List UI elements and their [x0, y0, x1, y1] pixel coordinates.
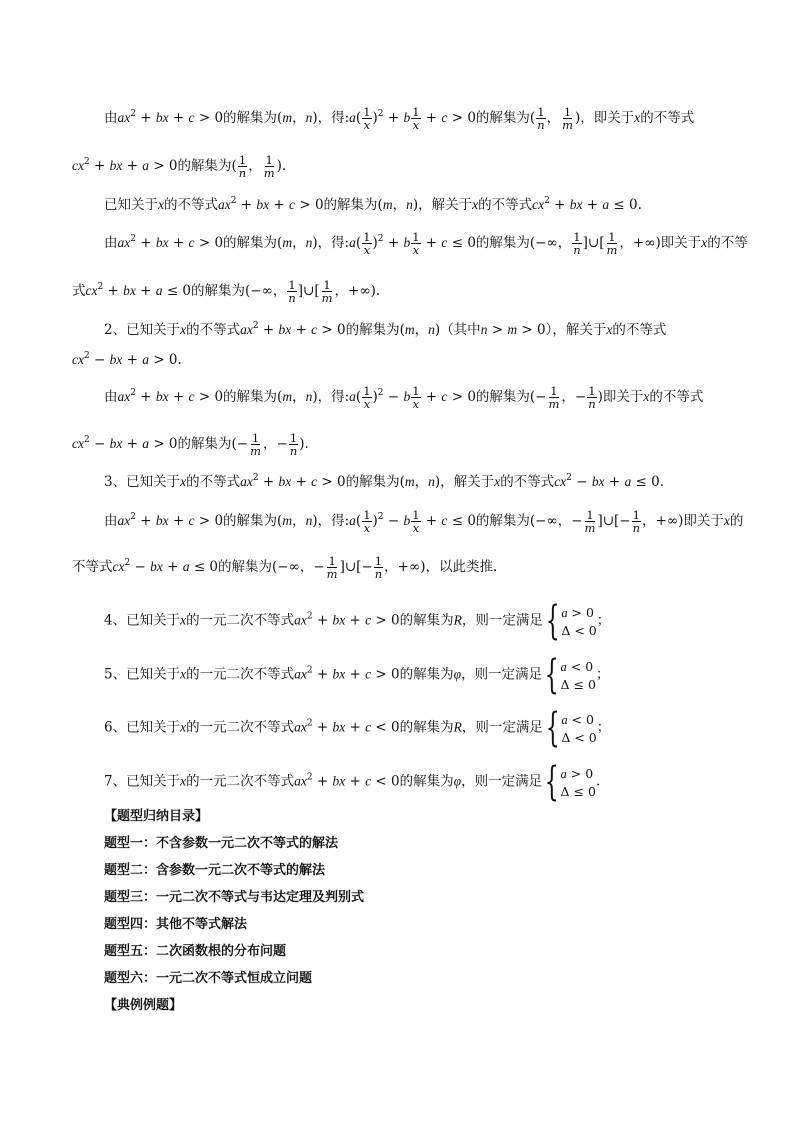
toc-heading: 【题型归纳目录】: [104, 809, 209, 824]
para-line-9: $cx^2$ − bx + a > 0的解集为(− $\frac{1}{m}$ ，− $\frac{1}{n}$ ).: [72, 431, 309, 458]
para-line-4: 由$ax^2$ + bx + c > 0的解集为(m，n)，得:a( $\frac{1}{x}$ )$^2$ + b $\frac{1}{x}$ + c ≤ 0的解集为(−∞， $\frac{1}{n}$ ]∪[ $\frac{1}{m}$ ，+∞)即关于x的不等: [104, 230, 748, 257]
para-line-16: 7、已知关于x的一元二次不等式$ax^2$ + bx + c < 0的解集为φ，则一定满足 { a > 0 Δ ≤ 0 .: [104, 759, 601, 805]
para-line-7: $cx^2$ − bx + a > 0.: [72, 351, 182, 368]
toc-item-4: 题型四：其他不等式解法: [104, 917, 248, 932]
para-line-2: $cx^2$ + bx + a > 0的解集为( $\frac{1}{n}$ ， $\frac{1}{m}$ ).: [72, 153, 287, 180]
para-line-13: 4、已知关于x的一元二次不等式$ax^2$ + bx + c > 0的解集为R，则一定满足 { a > 0 Δ < 0 ；: [104, 598, 611, 644]
examples-heading: 【典例例题】: [104, 998, 183, 1013]
toc-item-6: 题型六：一元二次不等式恒成立问题: [104, 971, 313, 986]
para-line-6: 2、已知关于x的不等式$ax^2$ + bx + c > 0的解集为(m，n)（其中n > m > 0），解关于x的不等式: [104, 321, 667, 338]
para-line-15: 6、已知关于x的一元二次不等式$ax^2$ + bx + c < 0的解集为R，则一定满足 { a < 0 Δ < 0 ；: [104, 705, 611, 751]
toc-item-5: 题型五：二次函数根的分布问题: [104, 944, 287, 959]
para-line-14: 5、已知关于x的一元二次不等式$ax^2$ + bx + c > 0的解集为φ，则一定满足 { a < 0 Δ ≤ 0 ；: [104, 652, 610, 698]
para-line-3: 已知关于x的不等式$ax^2$ + bx + c > 0的解集为(m，n)，解关于x的不等式$cx^2$ + bx + a ≤ 0.: [104, 196, 642, 213]
para-line-8: 由$ax^2$ + bx + c > 0的解集为(m，n)，得:a( $\frac{1}{x}$ )$^2$ − b $\frac{1}{x}$ + c > 0的解集为(− $\frac{1}{m}$ ，− $\frac{1}{n}$ )即关于x的不等式: [104, 384, 704, 411]
para-line-10: 3、已知关于x的不等式$ax^2$ + bx + c > 0的解集为(m，n)，解关于x的不等式$cx^2$ − bx + a ≤ 0.: [104, 473, 664, 490]
toc-item-3: 题型三：一元二次不等式与韦达定理及判别式: [104, 890, 365, 905]
para-line-5: 式$cx^2$ + bx + a ≤ 0的解集为(−∞， $\frac{1}{n}$ ]∪[ $\frac{1}{m}$ ，+∞).: [72, 278, 381, 305]
para-line-1: 由$ax^2$ + bx + c > 0的解集为(m，n)，得:a( $\frac{1}{x}$ )$^2$ + b $\frac{1}{x}$ + c > 0的解集为( $\frac{1}{n}$ ， $\frac{1}{m}$ )，即关于x的不等式: [104, 105, 695, 132]
para-line-11: 由$ax^2$ + bx + c > 0的解集为(m，n)，得:a( $\frac{1}{x}$ )$^2$ − b $\frac{1}{x}$ + c ≤ 0的解集为(−∞，− $\frac{1}{m}$ ]∪[− $\frac{1}{n}$ ，+∞)即关于x的: [104, 508, 744, 535]
toc-item-2: 题型二：含参数一元二次不等式的解法: [104, 863, 326, 878]
para-line-12: 不等式$cx^2$ − bx + a ≤ 0的解集为(−∞，− $\frac{1}{m}$ ]∪[− $\frac{1}{n}$ ，+∞)，以此类推.: [72, 554, 498, 581]
toc-item-1: 题型一：不含参数一元二次不等式的解法: [104, 836, 339, 851]
